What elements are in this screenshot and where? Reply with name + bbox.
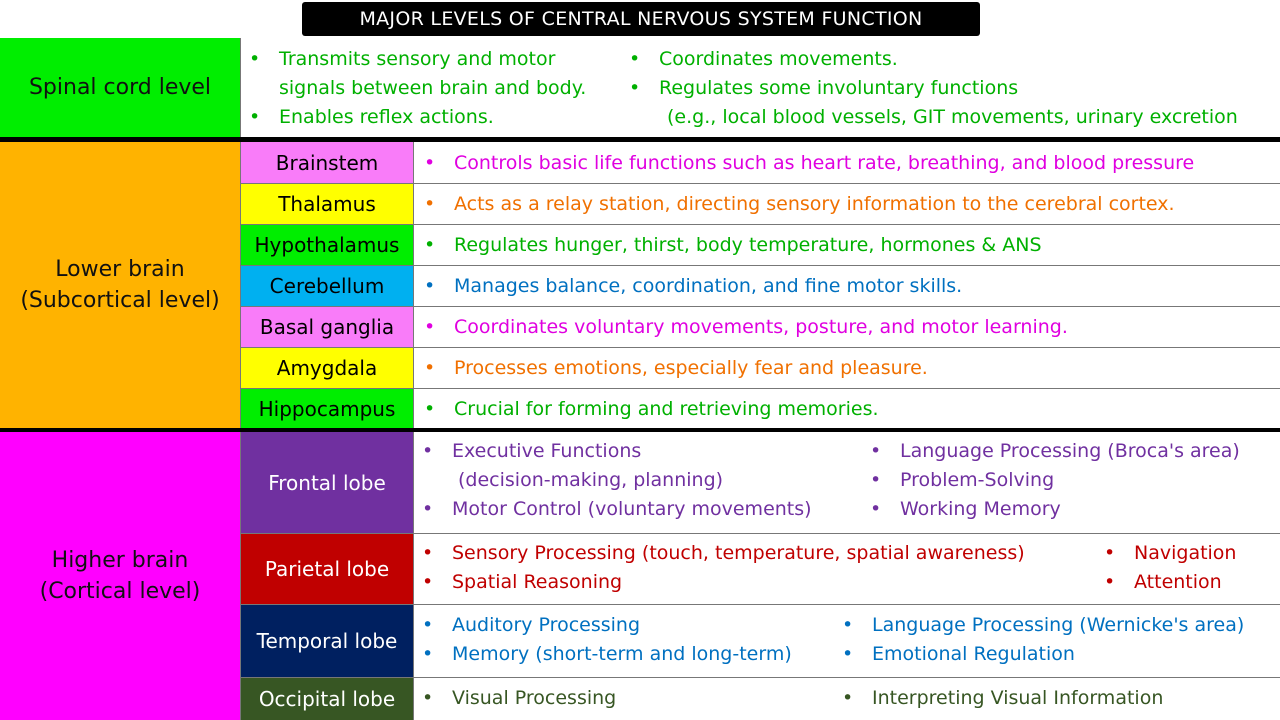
hypothalamus-label bbox=[240, 224, 413, 265]
occipital-visual-processing: Visual Processing bbox=[452, 687, 617, 709]
spinal-point-regulates: Regulates some involuntary functions bbox=[659, 77, 1019, 99]
spinal-cord-description: • Transmits sensory and motor signals between brain and body. • Enables reflex actions. • Coordinates movements. • Regulates some involuntary functions (e.g., local blood vessels, GIT movements, urinary excretion bbox=[240, 38, 1280, 137]
basal-ganglia-label bbox=[240, 306, 413, 347]
brainstem-text: Controls basic life functions such as heart rate, breathing, and blood pressure bbox=[454, 151, 1195, 174]
higher-brain-label bbox=[0, 432, 240, 720]
parietal-lobe-description: • Sensory Processing (touch, temperature, spatial awareness) • Spatial Reasoning • Navigation • Attention bbox=[413, 533, 1280, 604]
temporal-memory: Memory (short-term and long-term) bbox=[452, 643, 792, 665]
lower-brain-label bbox=[0, 142, 240, 428]
cerebellum-text: Manages balance, coordination, and fine motor skills. bbox=[454, 275, 963, 297]
basal-ganglia-description: • Coordinates voluntary movements, posture, and motor learning. bbox=[413, 306, 1280, 347]
spinal-cord-level-label bbox=[0, 38, 240, 137]
hypothalamus-name: Hypothalamus bbox=[254, 233, 400, 257]
cerebellum-name: Cerebellum bbox=[269, 274, 385, 298]
parietal-lobe-name: Parietal lobe bbox=[264, 557, 390, 581]
temporal-auditory: Auditory Processing bbox=[452, 614, 641, 636]
thalamus-name: Thalamus bbox=[278, 192, 376, 216]
basal-ganglia-text: Coordinates voluntary movements, posture, and motor learning. bbox=[454, 316, 1068, 338]
hypothalamus-description: • Regulates hunger, thirst, body temperature, hormones & ANS bbox=[413, 224, 1280, 265]
amygdala-text: Processes emotions, especially fear and pleasure. bbox=[454, 357, 928, 379]
frontal-working-memory: Working Memory bbox=[900, 498, 1061, 520]
hippocampus-label bbox=[240, 388, 413, 428]
parietal-navigation: Navigation bbox=[1134, 542, 1237, 564]
brainstem-label bbox=[240, 142, 413, 183]
amygdala-label bbox=[240, 347, 413, 388]
brainstem-description: • Controls basic life functions such as heart rate, breathing, and blood pressure bbox=[413, 142, 1280, 183]
basal-ganglia-name: Basal ganglia bbox=[259, 315, 395, 339]
parietal-lobe-label bbox=[240, 533, 413, 604]
hippocampus-description: • Crucial for forming and retrieving memories. bbox=[413, 388, 1280, 428]
brainstem-name: Brainstem bbox=[275, 150, 379, 175]
spinal-point-reflex: Enables reflex actions. bbox=[279, 106, 494, 128]
frontal-lobe-description: • Executive Functions (decision-making, planning) • Motor Control (voluntary movements) • Language Processing (Broca's area) • Problem-Solving • Working Memory bbox=[413, 432, 1280, 533]
spinal-cord-level-text: Spinal cord level bbox=[28, 75, 212, 100]
hippocampus-name: Hippocampus bbox=[258, 396, 396, 421]
frontal-lobe-label bbox=[240, 432, 413, 533]
frontal-language: Language Processing (Broca's area) bbox=[900, 440, 1240, 462]
spinal-point-transmits-1: Transmits sensory and motor bbox=[279, 48, 556, 70]
parietal-spatial: Spatial Reasoning bbox=[452, 571, 623, 593]
parietal-sensory: Sensory Processing (touch, temperature, spatial awareness) bbox=[452, 542, 1025, 564]
higher-brain-subtitle: (Cortical level) bbox=[39, 579, 201, 604]
frontal-lobe-name: Frontal lobe bbox=[268, 470, 386, 495]
amygdala-name: Amygdala bbox=[276, 356, 378, 380]
occipital-lobe-label bbox=[240, 677, 413, 720]
occipital-lobe-description: • Visual Processing • Interpreting Visual Information bbox=[413, 677, 1280, 720]
occipital-lobe-name: Occipital lobe bbox=[258, 687, 396, 711]
lower-brain-subtitle: (Subcortical level) bbox=[20, 288, 220, 313]
hypothalamus-text: Regulates hunger, thirst, body temperature, hormones & ANS bbox=[454, 234, 1042, 256]
spinal-point-examples: (e.g., local blood vessels, GIT movements, urinary excretion bbox=[667, 106, 1238, 128]
temporal-language: Language Processing (Wernicke's area) bbox=[872, 614, 1245, 636]
hippocampus-text: Crucial for forming and retrieving memories. bbox=[454, 397, 879, 420]
temporal-lobe-name: Temporal lobe bbox=[256, 629, 398, 653]
thalamus-text: Acts as a relay station, directing sensory information to the cerebral cortex. bbox=[454, 193, 1175, 215]
spinal-point-transmits-2: signals between brain and body. bbox=[279, 77, 587, 99]
parietal-attention: Attention bbox=[1134, 571, 1222, 593]
temporal-lobe-label bbox=[240, 604, 413, 677]
frontal-executive-detail: (decision-making, planning) bbox=[458, 469, 724, 491]
lower-brain-title: Lower brain bbox=[55, 257, 185, 282]
temporal-emotional: Emotional Regulation bbox=[872, 643, 1075, 665]
thalamus-label bbox=[240, 183, 413, 224]
cerebellum-description: • Manages balance, coordination, and fine motor skills. bbox=[413, 265, 1280, 306]
occipital-interpreting: Interpreting Visual Information bbox=[872, 687, 1164, 709]
cerebellum-label bbox=[240, 265, 413, 306]
thalamus-description: • Acts as a relay station, directing sensory information to the cerebral cortex. bbox=[413, 183, 1280, 224]
temporal-lobe-description: • Auditory Processing • Memory (short-term and long-term) • Language Processing (Wernicke's area) • Emotional Regulation bbox=[413, 604, 1280, 677]
frontal-problem-solving: Problem-Solving bbox=[900, 469, 1055, 491]
frontal-motor-control: Motor Control (voluntary movements) bbox=[452, 498, 812, 520]
frontal-executive: Executive Functions bbox=[452, 440, 642, 462]
page-title: MAJOR LEVELS OF CENTRAL NERVOUS SYSTEM FUNCTION bbox=[302, 2, 980, 36]
spinal-point-coordinates: Coordinates movements. bbox=[659, 48, 898, 70]
amygdala-description: • Processes emotions, especially fear and pleasure. bbox=[413, 347, 1280, 388]
higher-brain-title: Higher brain bbox=[51, 548, 189, 573]
